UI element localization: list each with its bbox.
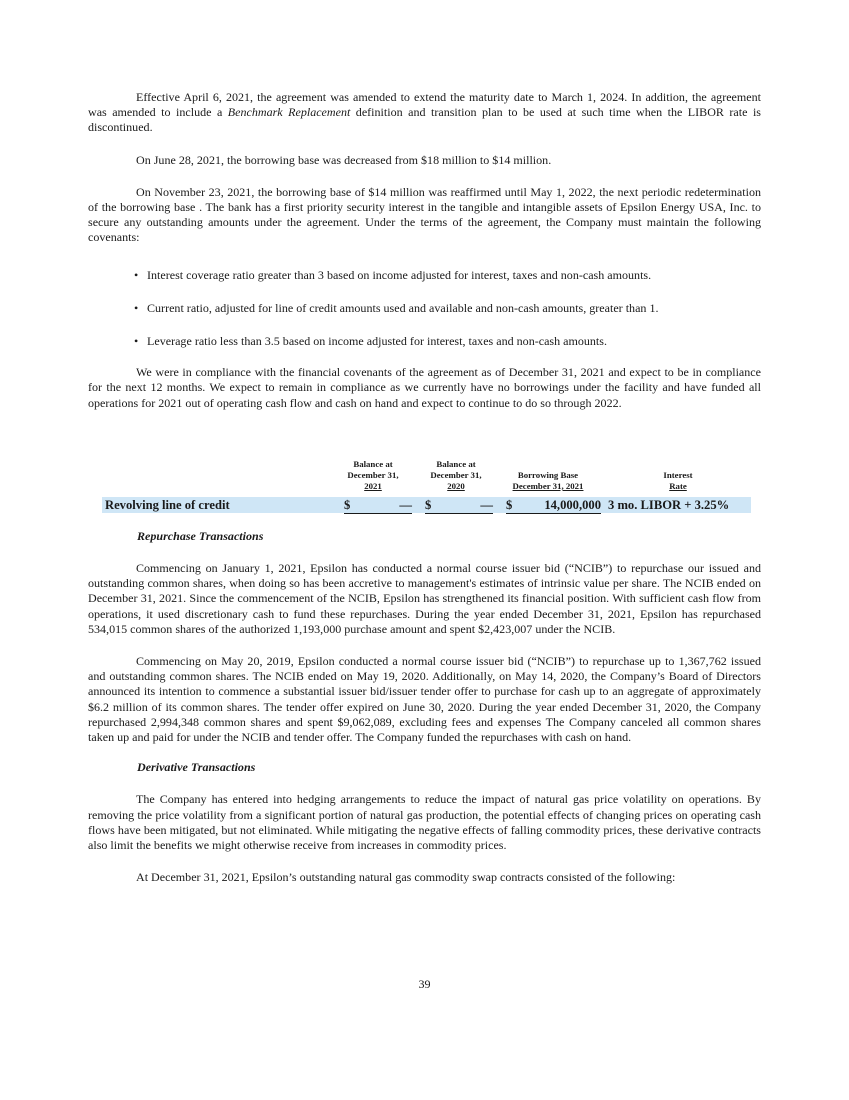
header-line: Borrowing Base — [517, 469, 579, 480]
paragraph-borrowing-reaffirmed: On November 23, 2021, the borrowing base of $14 million was reaffirmed until May 1, 2022, the next periodic redetermination of the borrowing base . The bank has a first priority security interest in the tangible and intangible assets of Epsilon Energy USA, Inc. to secure any outstanding amounts under the agreement. Under the terms of the agreement, the Company must maintain the following covenants: — [88, 184, 761, 245]
currency-symbol: $ — [506, 497, 513, 512]
benchmark-replacement-term: Benchmark Replacement — [227, 105, 351, 120]
header-line: Interest — [663, 469, 693, 480]
header-line: December 31, 2021 — [512, 480, 584, 491]
paragraph-ncib-2019: Commencing on May 20, 2019, Epsilon conducted a normal course issuer bid (“NCIB”) to repurchase up to 1,367,762 issued and outstanding common shares. The NCIB ended on May 19, 2020. Additionally, on May 14, 2020, the Company’s Board of Directors announced its intention to commence a substantial issuer bid/issuer tender offer to purchase for cash up to an aggregate of approximately $6.2 million of its common shares. The tender offer expired on June 30, 2020. During the year ended December 31, 2020, the Company repurchased 2,994,348 common shares and spent $9,062,089, excluding fees and expenses The Company canceled all common shares taken up and paid for under the NCIB and tender offer. The Company funded the repurchases with cash on hand. — [88, 654, 761, 745]
header-interest-rate — [636, 470, 720, 492]
header-line: 2020 — [447, 480, 465, 491]
row-label: Revolving line of credit — [105, 497, 230, 512]
header-balance-2020 — [422, 459, 490, 492]
covenant-text: Current ratio, adjusted for line of credit amounts used and available and non-cash amounts, greater than 1. — [147, 300, 659, 315]
paragraph-borrowing-decrease: On June 28, 2021, the borrowing base was decreased from $18 million to $14 million. — [136, 152, 552, 167]
covenant-list — [88, 268, 761, 350]
bullet-icon: • — [134, 267, 139, 282]
cell-value: — — [480, 497, 493, 512]
list-item — [88, 334, 761, 349]
credit-table — [88, 459, 761, 519]
header-borrowing-base — [502, 470, 594, 492]
header-line: Balance at — [436, 458, 476, 469]
table-row — [102, 497, 751, 513]
currency-symbol: $ — [425, 497, 432, 512]
currency-symbol: $ — [344, 497, 351, 512]
paragraph-compliance: We were in compliance with the financial covenants of the agreement as of December 31, 2021 and expect to be in compliance for the next 12 months. We expect to remain in compliance as we currently have no borrowings under the facility and have funded all operations for 2021 out of operating cash flow and cash on hand and expect to continue to do so through 2022. — [88, 365, 761, 410]
covenant-text: Interest coverage ratio greater than 3 based on income adjusted for interest, taxes and non-cash amounts. — [147, 267, 652, 282]
paragraph-ncib-2021: Commencing on January 1, 2021, Epsilon has conducted a normal course issuer bid (“NCIB”) to repurchase our issued and outstanding common shares, when doing so has been accretive to management's estimates of intrinsic value per share. The NCIB ended on December 31, 2021. Since the commencement of the NCIB, Epsilon has strengthened its financial position. With sufficient cash flow from operations, it used discretionary cash to fund these repurchases. During the year ended December 31, 2021, Epsilon has repurchased 534,015 common shares of the authorized 1,193,000 purchase amount and spent $2,423,007 under the NCIB. — [88, 561, 761, 636]
cell-value: — — [399, 497, 412, 512]
cell-balance-2021 — [344, 497, 412, 514]
header-line: Rate — [669, 480, 687, 491]
bullet-icon: • — [134, 300, 139, 315]
cell-borrowing-base — [506, 497, 601, 514]
header-line: Balance at — [353, 458, 393, 469]
cell-balance-2020 — [425, 497, 493, 514]
header-line: December 31, — [347, 469, 399, 480]
bullet-icon: • — [134, 334, 139, 349]
section-heading-repurchase: Repurchase Transactions — [137, 528, 264, 543]
page-body — [88, 90, 761, 886]
cell-interest-rate: 3 mo. LIBOR + 3.25% — [608, 497, 730, 512]
paragraph-amendment-text-a: Effective April 6, 2021, the agreement was amended to extend the maturity date to March 1, 2024. In addition, the agreement was amended to include a — [88, 90, 761, 120]
cell-value: 14,000,000 — [544, 497, 601, 512]
section-heading-derivative: Derivative Transactions — [137, 760, 256, 775]
list-item — [88, 301, 761, 316]
covenant-text: Leverage ratio less than 3.5 based on income adjusted for interest, taxes and non-cash amounts. — [147, 334, 607, 349]
page-number: 39 — [418, 977, 431, 991]
paragraph-amendment — [88, 90, 761, 136]
list-item — [88, 268, 761, 283]
paragraph-swap-contracts: At December 31, 2021, Epsilon’s outstanding natural gas commodity swap contracts consisted of the following: — [136, 870, 676, 885]
header-line: December 31, — [430, 469, 482, 480]
header-balance-2021 — [340, 459, 406, 492]
paragraph-hedging: The Company has entered into hedging arrangements to reduce the impact of natural gas price volatility on operations. By removing the price volatility from a significant portion of natural gas production, the potential effects of changing prices on operating cash flows have been mitigated, but not eliminated. While mitigating the negative effects of falling commodity prices, these derivative contracts also limit the benefits we might otherwise receive from increases in commodity prices. — [88, 792, 761, 853]
header-line: 2021 — [364, 480, 382, 491]
paragraph-amendment-text-b: definition and transition plan to be used at such time when the LIBOR rate is discontinued. — [88, 105, 761, 135]
